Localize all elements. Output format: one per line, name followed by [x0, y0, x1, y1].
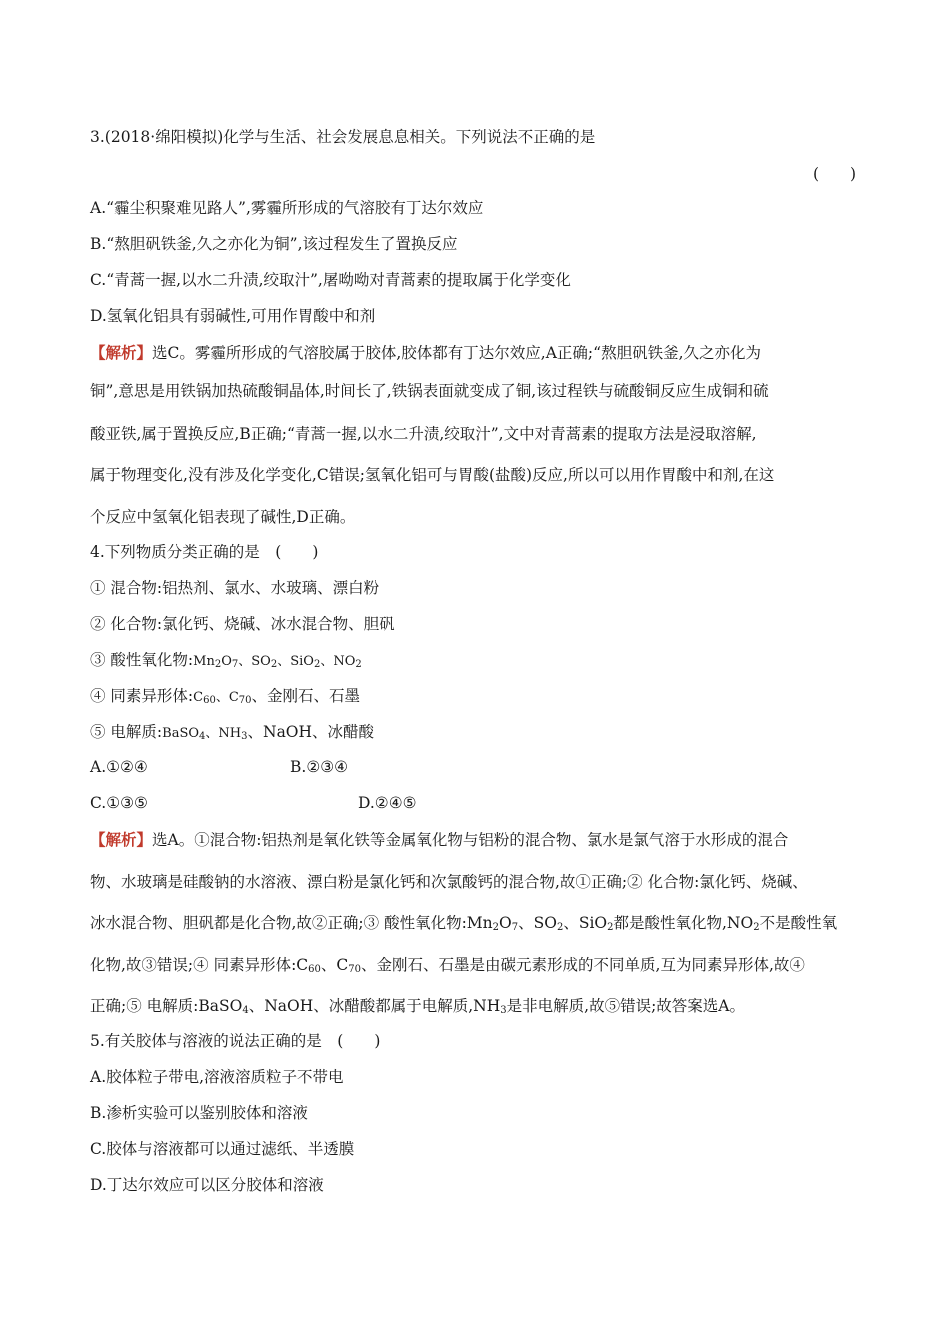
q4-analysis-line-1: 【解析】选A。①混合物:铝热剂是氧化铁等金属氧化物与铝粉的混合物、氯水是氯气溶于水形成的混合: [90, 830, 789, 849]
q4-option-d: D.②④⑤: [358, 794, 417, 812]
q4-stem: 4.下列物质分类正确的是 ( ): [90, 543, 319, 561]
q3-analysis-line-2: 铜”,意思是用铁锅加热硫酸铜晶体,时间长了,铁锅表面就变成了铜,该过程铁与硫酸铜反应生成铜和硫: [90, 382, 769, 400]
q4-analysis-line-3: 冰水混合物、胆矾都是化合物,故②正确;③ 酸性氧化物$:Mn_2O_7$、$SO_2$、SiO$_2$都是酸性氧化物$,NO_2$不是酸性氧: [90, 914, 838, 933]
q4-item-1: ① 混合物:铝热剂、氯水、水玻璃、漂白粉: [90, 579, 380, 597]
q4-item-5: ⑤ 电解质:BaSO$_4$、$NH_3$、NaOH、冰醋酸: [90, 723, 375, 742]
q3-analysis-line-1: 【解析】选C。雾霾所形成的气溶胶属于胶体,胶体都有丁达尔效应,A正确;“熬胆矾铁釜,久之亦化为: [90, 343, 761, 362]
q3-analysis-line-4: 属于物理变化,没有涉及化学变化,C错误;氢氧化铝可与胃酸(盐酸)反应,所以可以用作胃酸中和剂,在这: [90, 466, 775, 484]
q3-option-d: D.氢氧化铝具有弱碱性,可用作胃酸中和剂: [90, 307, 376, 325]
q4-analysis-line-2: 物、水玻璃是硅酸钠的水溶液、漂白粉是氯化钙和次氯酸钙的混合物,故①正确;② 化合物:氯化钙、烧碱、: [90, 873, 808, 891]
q3-option-b: B.“熬胆矾铁釜,久之亦化为铜”,该过程发生了置换反应: [90, 235, 458, 253]
q4-option-b: B.②③④: [290, 758, 349, 776]
q3-stem: 3.(2018·绵阳模拟)化学与生活、社会发展息息相关。下列说法不正确的是: [90, 128, 596, 146]
q3-analysis-line-3: 酸亚铁,属于置换反应,B正确;“青蒿一握,以水二升渍,绞取汁”,文中对青蒿素的提取方法是浸取溶解,: [90, 425, 757, 443]
q3-option-c: C.“青蒿一握,以水二升渍,绞取汁”,屠呦呦对青蒿素的提取属于化学变化: [90, 271, 571, 289]
q5-option-c: C.胶体与溶液都可以通过滤纸、半透膜: [90, 1140, 355, 1158]
q5-option-a: A.胶体粒子带电,溶液溶质粒子不带电: [90, 1068, 344, 1086]
q3-option-a: A.“霾尘积聚难见路人”,雾霾所形成的气溶胶有丁达尔效应: [90, 199, 484, 217]
q4-item-3: ③ 酸性氧化物$:Mn_2O_7$、$SO_2$、SiO$_2$、$NO_2$: [90, 651, 362, 670]
analysis-tag: 【解析】: [90, 830, 153, 849]
q5-stem: 5.有关胶体与溶液的说法正确的是 ( ): [90, 1032, 381, 1050]
q5-option-d: D.丁达尔效应可以区分胶体和溶液: [90, 1176, 324, 1194]
q4-item-4: ④ 同素异形体$:C_{60}$、$C_{70}$、金刚石、石墨: [90, 687, 361, 706]
q4-analysis-line-4: 化物,故③错误;④ 同素异形体$:C_{60}$、$C_{70}$、金刚石、石墨是由碳元素形成的不同单质,互为同素异形体,故④: [90, 956, 805, 975]
q4-analysis-line-5: 正确;⑤ 电解质:BaSO$_4$、NaOH、冰醋酸都属于电解质$,NH_3$是非电解质,故⑤错误;故答案选A。: [90, 997, 745, 1016]
analysis-tag: 【解析】: [90, 343, 153, 362]
q4-option-c: C.①③⑤: [90, 794, 148, 812]
q5-option-b: B.渗析实验可以鉴别胶体和溶液: [90, 1104, 308, 1122]
q3-answer-paren: ( ): [813, 165, 857, 183]
q4-option-a: A.①②④: [90, 758, 148, 776]
q4-item-2: ② 化合物:氯化钙、烧碱、冰水混合物、胆矾: [90, 615, 395, 633]
q3-analysis-line-5: 个反应中氢氧化铝表现了碱性,D正确。: [90, 508, 356, 526]
